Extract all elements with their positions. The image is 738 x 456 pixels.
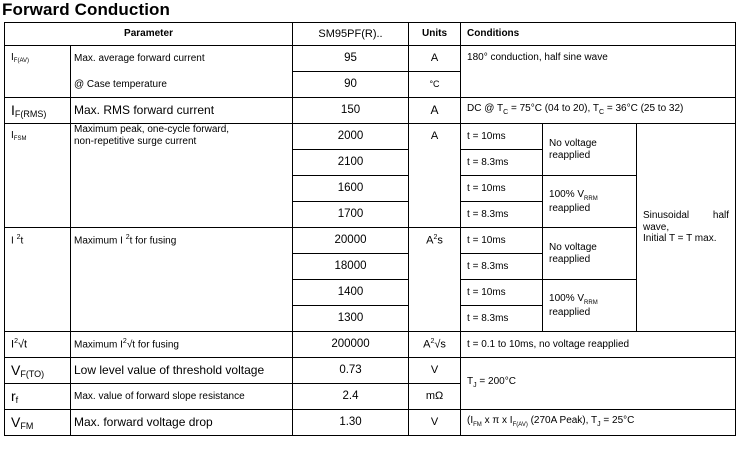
forward-conduction-table (4, 22, 736, 436)
header-units: Units (409, 23, 461, 46)
value-ifav-2: 90 (293, 72, 409, 98)
cond-pct-vrrm-2: 100% $V_{RRM}$ reapplied (543, 280, 637, 332)
symbol-ifsm: $I_{FSM}$ (5, 124, 71, 228)
desc-ifsm: Maximum peak, one-cycle forward, non-repetitive surge current (71, 124, 293, 228)
desc-vfto: Low level value of threshold voltage (71, 358, 293, 384)
cond-sinusoidal: Sinusoidal half wave, Initial T = T max. (637, 124, 736, 332)
cond-ifav: 180° conduction, half sine wave (461, 46, 736, 98)
table-row (5, 358, 736, 384)
unit-rf: mΩ (409, 384, 461, 410)
value-rf: 2.4 (293, 384, 409, 410)
value-ifrms: 150 (293, 98, 409, 124)
cond-pct-vrrm-1: 100% $V_{RRM}$ reapplied (543, 176, 637, 228)
value-i2rt: 200000 (293, 332, 409, 358)
cond-time-8: t = 8.3ms (461, 306, 543, 332)
table-row (5, 410, 736, 436)
desc-rf: Max. value of forward slope resistance (71, 384, 293, 410)
cond-time-3: t = 10ms (461, 176, 543, 202)
unit-ifav-1: A (409, 46, 461, 72)
cond-time-7: t = 10ms (461, 280, 543, 306)
table-row (5, 332, 736, 358)
symbol-i2t: I $^2$t (5, 228, 71, 332)
value-vfm: 1.30 (293, 410, 409, 436)
cond-no-voltage-2: No voltage reapplied (543, 228, 637, 280)
table-row (5, 124, 736, 150)
value-vfto: 0.73 (293, 358, 409, 384)
cond-time-2: t = 8.3ms (461, 150, 543, 176)
table-row (5, 98, 736, 124)
value-i2t-1: 20000 (293, 228, 409, 254)
desc-i2rt: Maximum $I^2√t$ for fusing (71, 332, 293, 358)
symbol-if-av: $I_{F(AV)}$ (5, 46, 71, 98)
cond-no-voltage-1: No voltage reapplied (543, 124, 637, 176)
unit-vfto: V (409, 358, 461, 384)
desc-vfm: Max. forward voltage drop (71, 410, 293, 436)
value-i2t-2: 18000 (293, 254, 409, 280)
section-title: Forward Conduction (2, 0, 171, 19)
table-row (5, 228, 736, 254)
cond-ifrms: DC @ $T_C = 75^\circ C$ (04 to 20), $T_C = 36^\circ C$ (25 to 32) (461, 98, 736, 124)
unit-ifsm: A (409, 124, 461, 228)
unit-ifav-2: °C (409, 72, 461, 98)
table-row (5, 46, 736, 72)
value-i2t-4: 1300 (293, 306, 409, 332)
header-conditions: Conditions (461, 23, 736, 46)
value-ifsm-4: 1700 (293, 202, 409, 228)
header-value: SM95PF(R).. (293, 23, 409, 46)
cond-time-6: t = 8.3ms (461, 254, 543, 280)
unit-i2t: $A^2s$ (409, 228, 461, 332)
symbol-vfm: $V_{FM}$ (5, 410, 71, 436)
symbol-vfto: $V_{F(TO)}$ (5, 358, 71, 384)
cond-vfm: ($I_{FM}$ x π x $I_{F(AV)}$ (270A Peak), $T_J = 25^\circ C$ (461, 410, 736, 436)
desc-ifrms: Max. RMS forward current (71, 98, 293, 124)
desc-i2t: Maximum I $^2$t for fusing (71, 228, 293, 332)
cond-tj-200: $T_J = 200^\circ C$ (461, 358, 736, 410)
value-ifav-1: 95 (293, 46, 409, 72)
header-parameter: Parameter (5, 23, 293, 46)
value-ifsm-2: 2100 (293, 150, 409, 176)
symbol-i2rt: $I^2√t$ (5, 332, 71, 358)
cond-time-5: t = 10ms (461, 228, 543, 254)
unit-i2rt: $A^2√s$ (409, 332, 461, 358)
unit-vfm: V (409, 410, 461, 436)
value-ifsm-3: 1600 (293, 176, 409, 202)
unit-ifrms: A (409, 98, 461, 124)
symbol-if-rms: $I_{F(RMS)}$ (5, 98, 71, 124)
table-header-row (5, 23, 736, 46)
cond-time-1: t = 10ms (461, 124, 543, 150)
desc-ifav-2: @ Case temperature (71, 72, 293, 98)
value-i2t-3: 1400 (293, 280, 409, 306)
cond-i2rt: t = 0.1 to 10ms, no voltage reapplied (461, 332, 736, 358)
symbol-rf: $r_f$ (5, 384, 71, 410)
desc-ifav-1: Max. average forward current (71, 46, 293, 72)
cond-time-4: t = 8.3ms (461, 202, 543, 228)
value-ifsm-1: 2000 (293, 124, 409, 150)
